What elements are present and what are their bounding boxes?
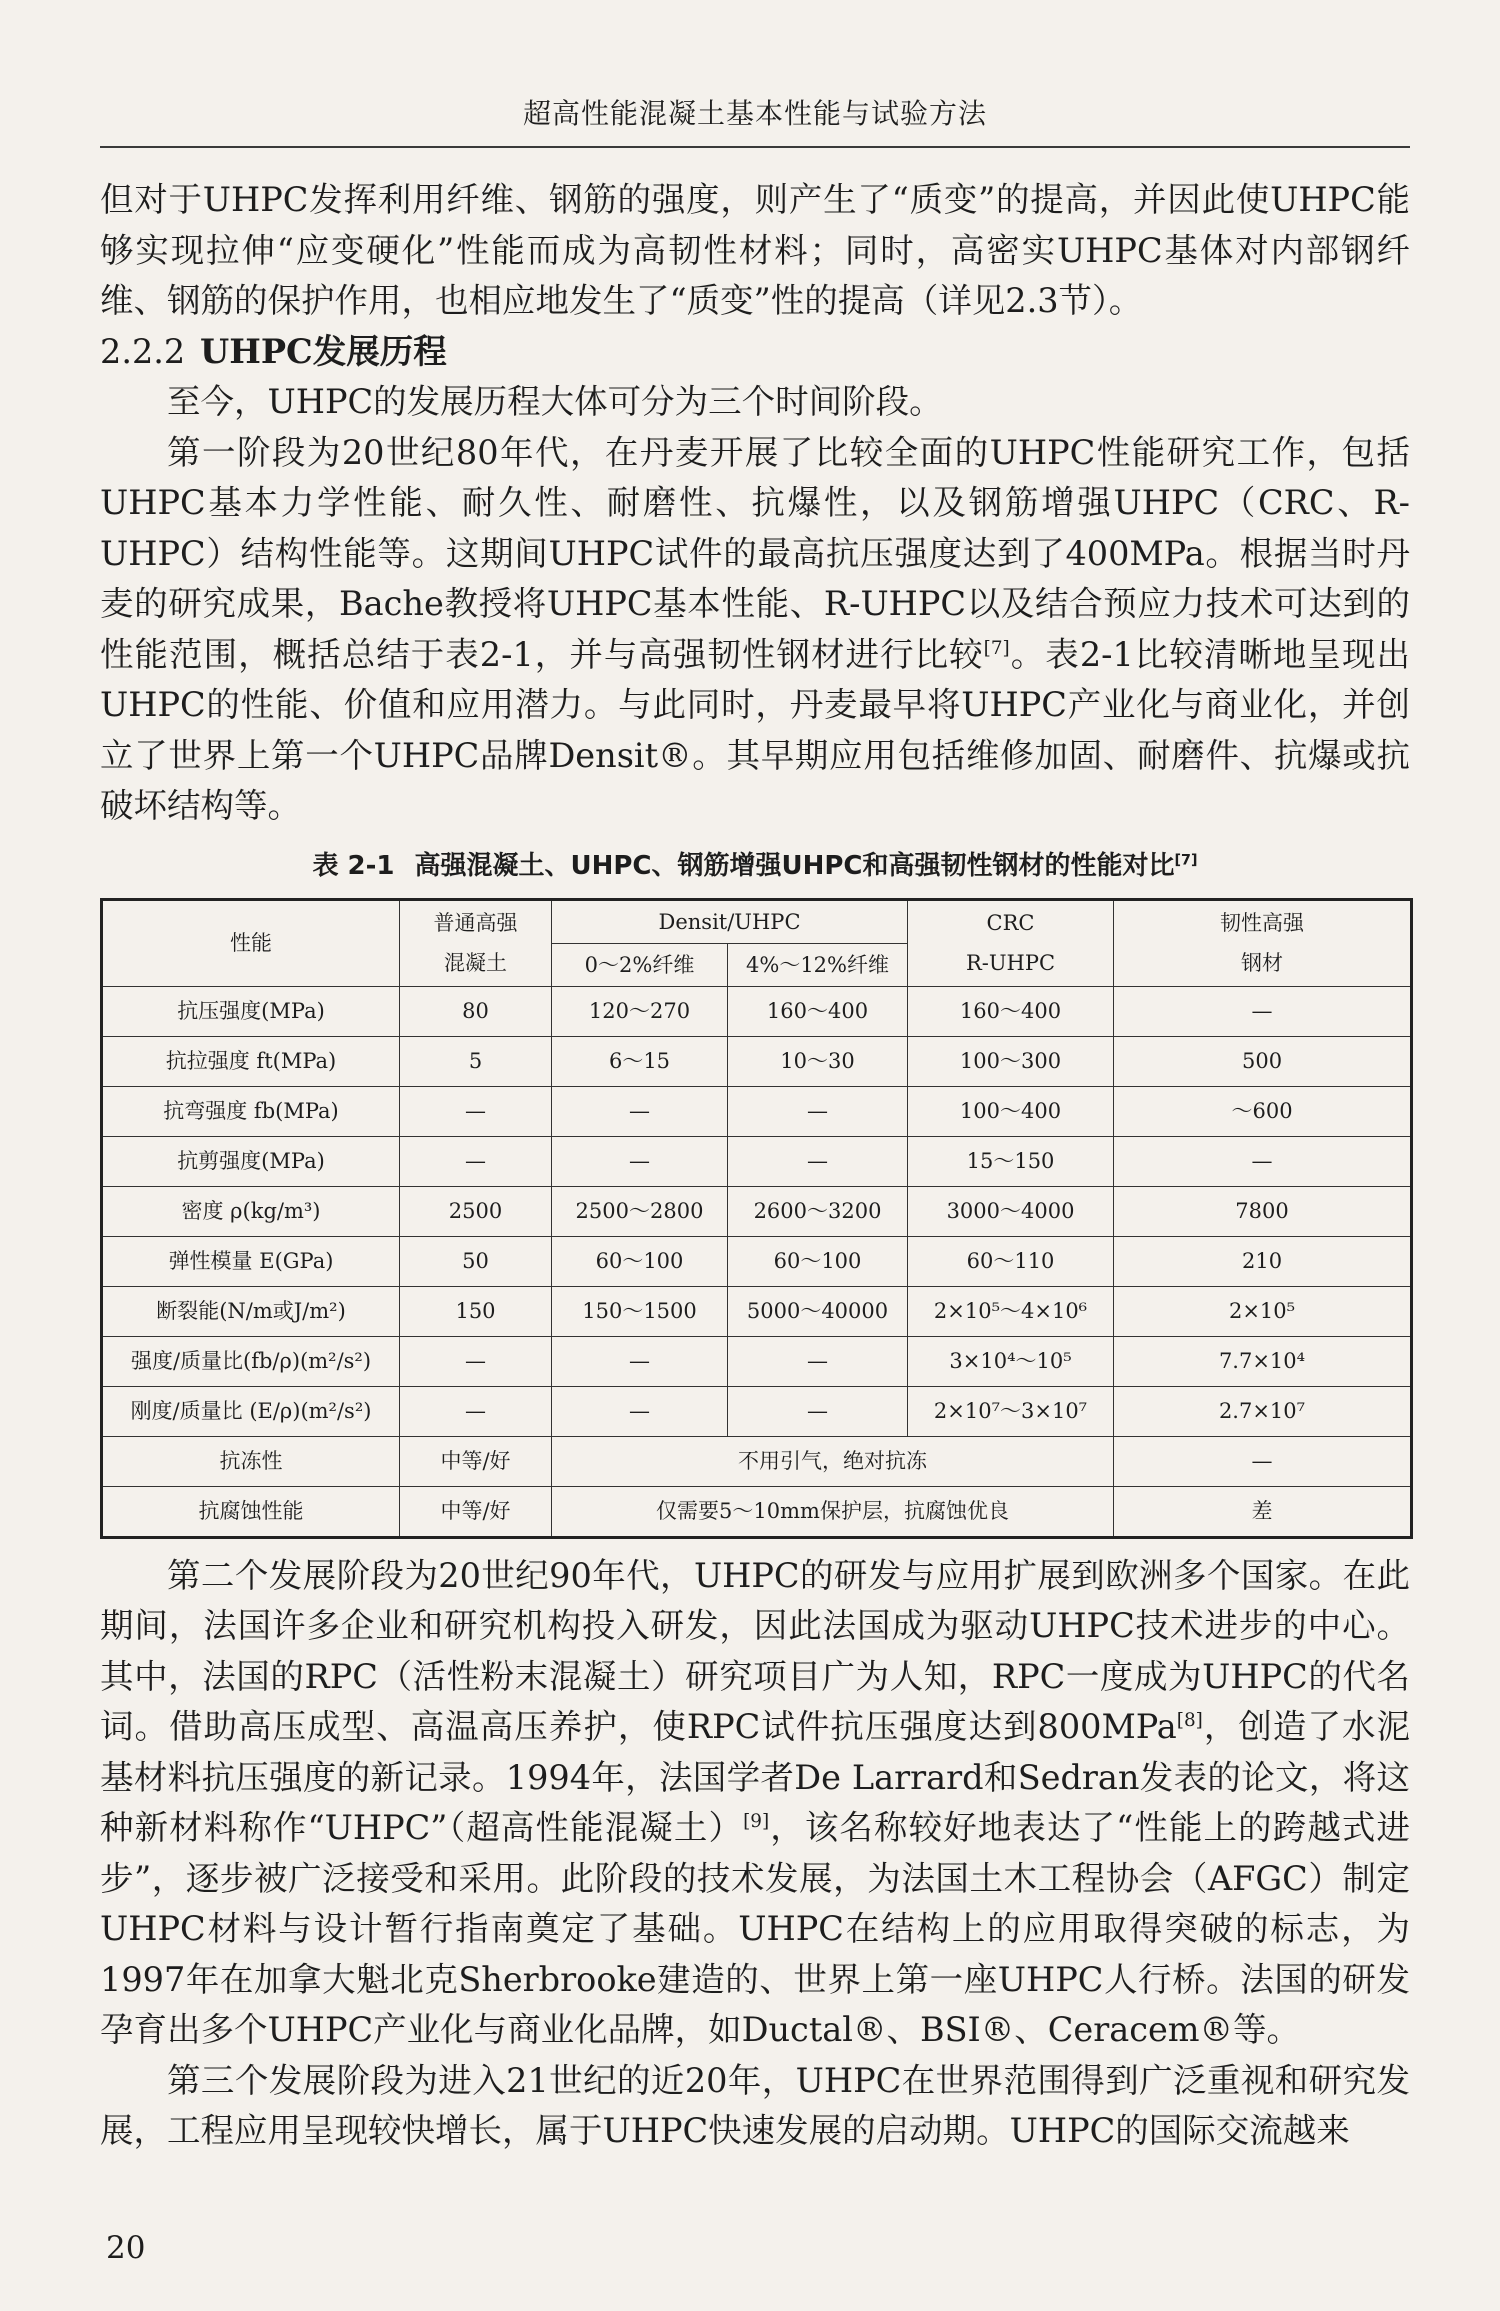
- citation-7: [7]: [983, 637, 1010, 659]
- section-number: 2.2.2: [100, 331, 186, 371]
- row-label: 密度 ρ(kg/m³): [102, 1186, 400, 1236]
- paragraph-4: [100, 1551, 1410, 2056]
- table-row: [102, 1336, 1412, 1386]
- cell: 2500: [400, 1186, 552, 1236]
- row-label: 断裂能(N/m或J/m²): [102, 1286, 400, 1336]
- row-label: 抗压强度(MPa): [102, 986, 400, 1036]
- paragraph-3-text-b: 。表2-1比较清晰地呈现出UHPC的性能、价值和应用潜力。与此同时，丹麦最早将UHPC产业化与商业化，并创立了世界上第一个UHPC品牌Densit®。其早期应用包括维修加固、耐磨件、抗爆或抗破坏结构等。: [100, 634, 1410, 825]
- cell: —: [728, 1136, 908, 1186]
- cell: —: [1114, 1136, 1412, 1186]
- row-label: 抗腐蚀性能: [102, 1486, 400, 1537]
- table-row: [102, 1036, 1412, 1086]
- cell: 50: [400, 1236, 552, 1286]
- table-caption-label: 表 2-1: [312, 850, 395, 881]
- cell: 2500～2800: [552, 1186, 728, 1236]
- table-row: [102, 1486, 1412, 1537]
- paragraph-1: 但对于UHPC发挥利用纤维、钢筋的强度，则产生了“质变”的提高，并因此使UHPC能够实现拉伸“应变硬化”性能而成为高韧性材料；同时，高密实UHPC基体对内部钢纤维、钢筋的保护作用，也相应地发生了“质变”性的提高（详见2.3节）。: [100, 180, 1410, 320]
- header-densit-high-fiber: 4%～12%纤维: [728, 943, 908, 986]
- cell: 5: [400, 1036, 552, 1086]
- paragraph-2: 至今，UHPC的发展历程大体可分为三个时间阶段。: [167, 382, 943, 421]
- paragraph-3: [100, 428, 1410, 832]
- cell: 2600～3200: [728, 1186, 908, 1236]
- cell: 中等/好: [400, 1486, 552, 1537]
- cell: —: [400, 1136, 552, 1186]
- cell: 60～110: [908, 1236, 1114, 1286]
- paragraph-5: 第三个发展阶段为进入21世纪的近20年，UHPC在世界范围得到广泛重视和研究发展，工程应用呈现较快增长，属于UHPC快速发展的启动期。UHPC的国际交流越来: [100, 2060, 1410, 2150]
- table-caption-text: 高强混凝土、UHPC、钢筋增强UHPC和高强韧性钢材的性能对比: [414, 850, 1175, 881]
- cell: 2×10⁵: [1114, 1286, 1412, 1336]
- cell: 500: [1114, 1036, 1412, 1086]
- table-caption: [100, 846, 1410, 886]
- row-label: 抗弯强度 fb(MPa): [102, 1086, 400, 1136]
- row-label: 抗冻性: [102, 1436, 400, 1486]
- table-row: [102, 1186, 1412, 1236]
- citation-8: [8]: [1176, 1709, 1203, 1731]
- cell: 210: [1114, 1236, 1412, 1286]
- cell: 2×10⁷～3×10⁷: [908, 1386, 1114, 1436]
- cell: 3×10⁴～10⁵: [908, 1336, 1114, 1386]
- cell: —: [728, 1336, 908, 1386]
- table-row: [102, 1436, 1412, 1486]
- running-header: 超高性能混凝土基本性能与试验方法: [522, 97, 987, 130]
- table-row: [102, 1386, 1412, 1436]
- cell: 中等/好: [400, 1436, 552, 1486]
- cell: 60～100: [728, 1236, 908, 1286]
- cell: 差: [1114, 1486, 1412, 1537]
- cell: ～600: [1114, 1086, 1412, 1136]
- cell: 100～400: [908, 1086, 1114, 1136]
- cell: 2×10⁵～4×10⁶: [908, 1286, 1114, 1336]
- paragraph-4-text-c: ，该名称较好地表达了“性能上的跨越式进步”，逐步被广泛接受和采用。此阶段的技术发展，为法国土木工程协会（AFGC）制定UHPC材料与设计暂行指南奠定了基础。UHPC在结构上的应用取得突破的标志，为1997年在加拿大魁北克Sherbrooke建造的、世界上第一座UHPC人行桥。法国的研发孕育出多个UHPC产业化与商业化品牌，如Ductal®、BSI®、Ceracem®等。: [100, 1808, 1410, 2049]
- cell: 100～300: [908, 1036, 1114, 1086]
- cell: 10～30: [728, 1036, 908, 1086]
- cell: 3000～4000: [908, 1186, 1114, 1236]
- header-densit-low-fiber: 0～2%纤维: [552, 943, 728, 986]
- paragraph-4-text-a: 第二个发展阶段为20世纪90年代，UHPC的研发与应用扩展到欧洲多个国家。在此期间，法国许多企业和研究机构投入研发，因此法国成为驱动UHPC技术进步的中心。其中，法国的RPC（活性粉末混凝土）研究项目广为人知，RPC一度成为UHPC的代名词。借助高压成型、高温高压养护，使RPC试件抗压强度达到800MPa: [100, 1555, 1410, 1746]
- cell: —: [728, 1086, 908, 1136]
- header-hsc: 普通高强 混凝土: [400, 899, 552, 986]
- cell: 5000～40000: [728, 1286, 908, 1336]
- cell: —: [400, 1336, 552, 1386]
- row-label: 弹性模量 E(GPa): [102, 1236, 400, 1286]
- comparison-table: [100, 898, 1413, 1539]
- row-label: 强度/质量比(fb/ρ)(m²/s²): [102, 1336, 400, 1386]
- paragraph-3-text-a: 第一阶段为20世纪80年代，在丹麦开展了比较全面的UHPC性能研究工作，包括UHPC基本力学性能、耐久性、耐磨性、抗爆性，以及钢筋增强UHPC（CRC、R-UHPC）结构性能等。这期间UHPC试件的最高抗压强度达到了400MPa。根据当时丹麦的研究成果，Bache教授将UHPC基本性能、R-UHPC以及结合预应力技术可达到的性能范围，概括总结于表2-1，并与高强韧性钢材进行比较: [100, 432, 1410, 674]
- citation-9: [9]: [743, 1810, 770, 1832]
- cell: —: [1114, 1436, 1412, 1486]
- cell: —: [728, 1386, 908, 1436]
- merged-cell: 不用引气，绝对抗冻: [552, 1436, 1114, 1486]
- cell: 6～15: [552, 1036, 728, 1086]
- cell: —: [1114, 986, 1412, 1036]
- cell: 60～100: [552, 1236, 728, 1286]
- cell: 160～400: [908, 986, 1114, 1036]
- header-steel: 韧性高强 钢材: [1114, 899, 1412, 986]
- table-row: [102, 1136, 1412, 1186]
- page-body: [100, 175, 1410, 2157]
- cell: 7800: [1114, 1186, 1412, 1236]
- paragraph-4-text-b: ，创造了水泥基材料抗压强度的新记录。1994年，法国学者De Larrard和Sedran发表的论文，将这种新材料称作“UHPC”（超高性能混凝土）: [100, 1707, 1411, 1847]
- cell: 120～270: [552, 986, 728, 1036]
- row-label: 抗拉强度 ft(MPa): [102, 1036, 400, 1086]
- cell: 2.7×10⁷: [1114, 1386, 1412, 1436]
- cell: 7.7×10⁴: [1114, 1336, 1412, 1386]
- cell: —: [552, 1336, 728, 1386]
- header-property: 性能: [102, 899, 400, 986]
- table-row: [102, 1086, 1412, 1136]
- cell: —: [552, 1136, 728, 1186]
- cell: 160～400: [728, 986, 908, 1036]
- header-rule: [100, 146, 1410, 148]
- cell: —: [552, 1386, 728, 1436]
- table-row: [102, 1286, 1412, 1336]
- page-number: 20: [106, 2230, 146, 2266]
- header-densit: Densit/UHPC: [552, 899, 908, 943]
- cell: 80: [400, 986, 552, 1036]
- section-heading: [100, 327, 1410, 378]
- cell: —: [400, 1386, 552, 1436]
- table-row: [102, 986, 1412, 1036]
- cell: 15～150: [908, 1136, 1114, 1186]
- header-crc: CRC R-UHPC: [908, 899, 1114, 986]
- section-title: UHPC发展历程: [200, 331, 447, 371]
- cell: 150: [400, 1286, 552, 1336]
- table-caption-citation: [7]: [1174, 851, 1198, 868]
- table-row: [102, 1236, 1412, 1286]
- cell: —: [400, 1086, 552, 1136]
- table-header-row: [102, 899, 1412, 943]
- row-label: 刚度/质量比 (E/ρ)(m²/s²): [102, 1386, 400, 1436]
- cell: —: [552, 1086, 728, 1136]
- row-label: 抗剪强度(MPa): [102, 1136, 400, 1186]
- merged-cell: 仅需要5～10mm保护层，抗腐蚀优良: [552, 1486, 1114, 1537]
- cell: 150～1500: [552, 1286, 728, 1336]
